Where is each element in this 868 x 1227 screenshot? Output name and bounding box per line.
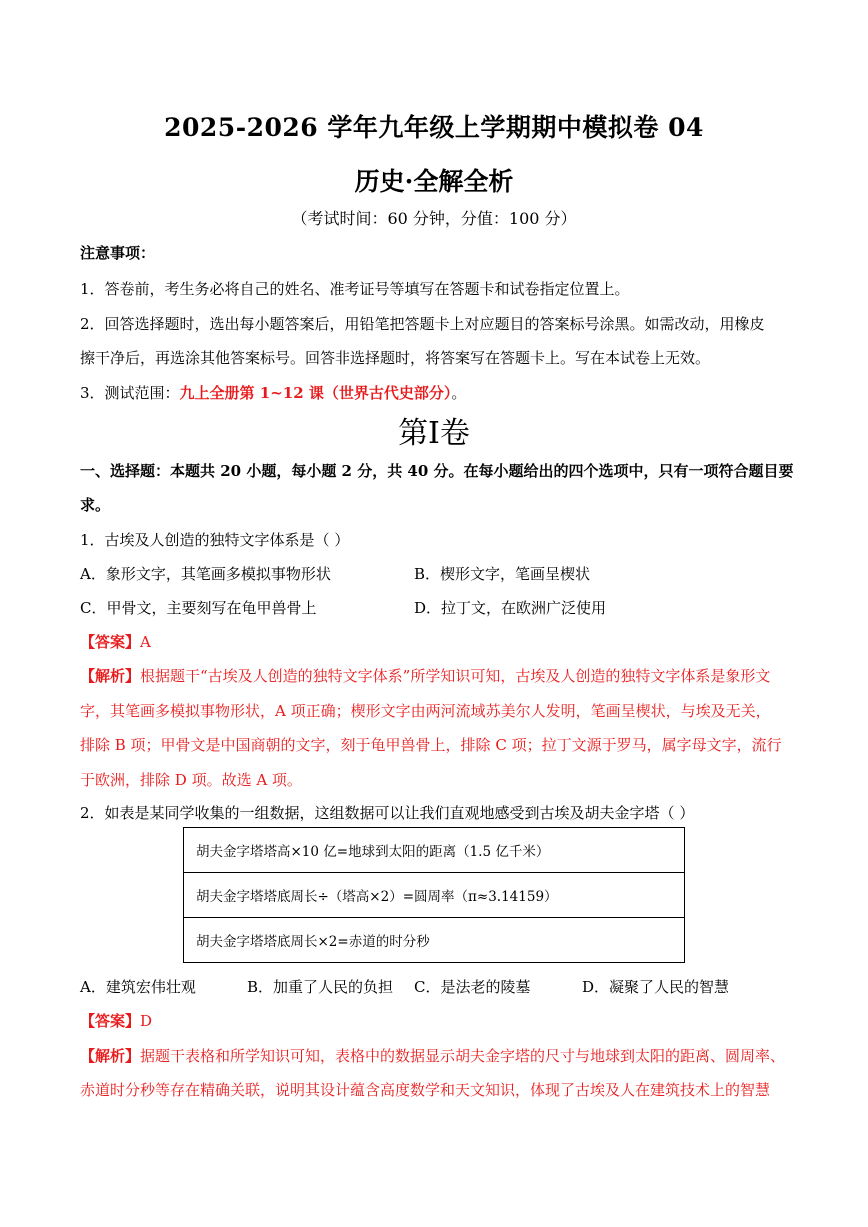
q1-analysis-label: 【解析】 (80, 667, 141, 685)
note-item-3-suffix: 。 (451, 384, 467, 402)
q2-answer-value: D (140, 1012, 153, 1030)
q1-analysis-text-1: 根据题干“古埃及人创造的独特文字体系”所学知识可知，古埃及人创造的独特文字体系是象形文 (140, 667, 771, 685)
section-intro-line-2: 求。 (80, 496, 111, 514)
section-title: 第I卷 (398, 416, 470, 451)
q2-stem: 2．如表是某同学收集的一组数据，这组数据可以让我们直观地感受到古埃及胡夫金字塔（ ） (80, 804, 695, 822)
q2-answer-label: 【答案】 (80, 1012, 141, 1030)
note-item-3 (80, 382, 800, 403)
q1-answer-value: A (140, 633, 151, 651)
notes-heading: 注意事项： (80, 244, 156, 262)
table-row (184, 873, 685, 918)
table-cell: 胡夫金字塔塔底周长÷（塔高×2）=圆周率（π≈3.14159） (184, 873, 685, 918)
q2-answer (80, 1010, 800, 1031)
table-row (184, 918, 685, 963)
q2-option-a: A．建筑宏伟壮观 (80, 978, 196, 996)
q2-analysis-label: 【解析】 (80, 1047, 141, 1065)
note-item-2-line-1: 2．回答选择题时，选出每小题答案后，用铅笔把答题卡上对应题目的答案标号涂黑。如需改动，用橡皮 (80, 315, 765, 333)
q1-answer (80, 631, 800, 652)
q2-option-b: B．加重了人民的负担 (247, 978, 394, 996)
note-item-3-prefix: 3．测试范围： (80, 384, 180, 402)
note-item-2-line-2: 擦干净后，再选涂其他答案标号。回答非选择题时，将答案写在答题卡上。写在本试卷上无效。 (80, 349, 711, 367)
q2-analysis-text-1: 据题干表格和所学知识可知，表格中的数据显示胡夫金字塔的尺寸与地球到太阳的距离、圆周率、 (140, 1047, 786, 1065)
exam-info: （考试时间：60 分钟，分值：100 分） (291, 209, 577, 228)
test-scope: 九上全册第 1~12 课（世界古代史部分） (179, 384, 452, 402)
q1-answer-label: 【答案】 (80, 633, 141, 651)
q2-option-d: D．凝聚了人民的智慧 (582, 978, 730, 996)
table-cell: 胡夫金字塔塔底周长×2=赤道的时分秒 (184, 918, 685, 963)
q1-analysis-line-4: 于欧洲，排除 D 项。故选 A 项。 (80, 771, 302, 789)
q1-option-b: B．楔形文字，笔画呈楔状 (414, 565, 591, 583)
table-row (184, 828, 685, 873)
q2-analysis-line-2: 赤道时分秒等存在精确关联，说明其设计蕴含高度数学和天文知识，体现了古埃及人在建筑技术上的智慧 (80, 1081, 771, 1099)
q1-option-d: D．拉丁文，在欧洲广泛使用 (414, 599, 607, 617)
q1-stem: 1．古埃及人创造的独特文字体系是（ ） (80, 531, 350, 549)
note-item-1: 1．答卷前，考生务必将自己的姓名、准考证号等填写在答题卡和试卷指定位置上。 (80, 280, 630, 298)
q1-analysis-line-1 (80, 665, 800, 686)
section-intro-line-1: 一、选择题：本题共 20 小题，每小题 2 分，共 40 分。在每小题给出的四个选项中，只有一项符合题目要 (80, 462, 794, 480)
q1-analysis-line-2: 字，其笔画多模拟事物形状，A 项正确；楔形文字由两河流域苏美尔人发明，笔画呈楔状，与埃及无关， (80, 702, 771, 720)
q2-analysis-line-1 (80, 1045, 800, 1066)
q1-option-c: C．甲骨文，主要刻写在龟甲兽骨上 (80, 599, 317, 617)
q1-analysis-line-3: 排除 B 项；甲骨文是中国商朝的文字，刻于龟甲兽骨上，排除 C 项；拉丁文源于罗马，属字母文字，流行 (80, 736, 782, 754)
q2-option-c: C．是法老的陵墓 (414, 978, 531, 996)
pyramid-data-table (183, 827, 685, 963)
q1-option-a: A．象形文字，其笔画多模拟事物形状 (80, 565, 331, 583)
page-title: 2025-2026 学年九年级上学期期中模拟卷 04 (164, 113, 704, 142)
table-cell: 胡夫金字塔塔高×10 亿=地球到太阳的距离（1.5 亿千米） (184, 828, 685, 873)
page-subtitle: 历史·全解全析 (354, 167, 514, 196)
